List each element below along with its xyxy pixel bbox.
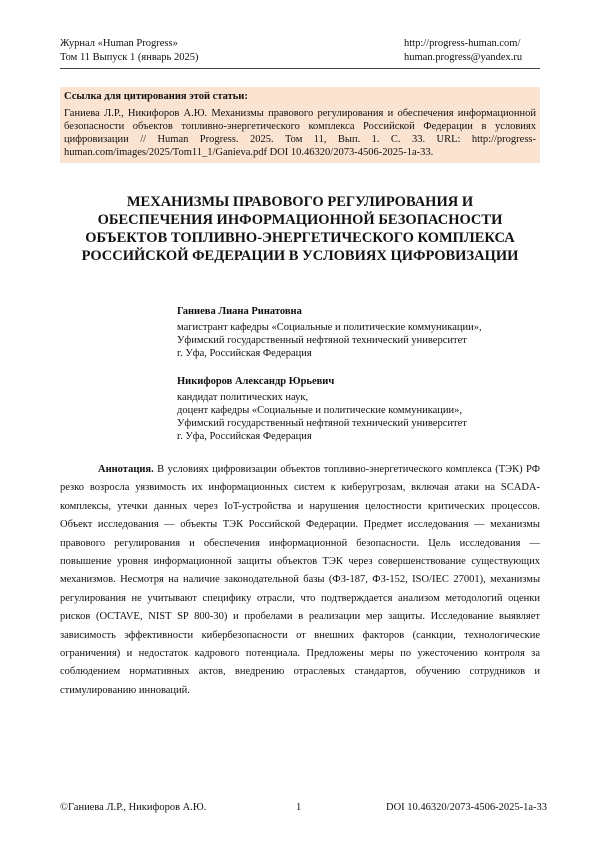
author-affiliation-line: кандидат политических наук,	[177, 392, 309, 403]
citation-text: Ганиева Л.Р., Никифоров А.Ю. Механизмы правового регулирования и обеспечения информационной безопасности объектов топливно-энергетического комплекса Российской Федерации в условиях цифровизации // Human Progress. 2025. Том 11, Вып. 1. С. 33. URL: http://progress-human.com/images/2025/Tom11_1/Ganieva.pdf DOI 10.46320/2073-4506-2025-1a-33.	[64, 108, 536, 158]
author-affiliation-line: г. Уфа, Российская Федерация	[177, 431, 312, 442]
author-affiliation-line: Уфимский государственный нефтяной технический университет	[177, 418, 467, 429]
journal-email[interactable]: human.progress@yandex.ru	[404, 52, 523, 63]
footer-doi: DOI 10.46320/2073-4506-2025-1a-33	[386, 802, 547, 813]
page-number: 1	[296, 802, 302, 813]
header-divider	[60, 68, 540, 69]
journal-name: Журнал «Human Progress»	[60, 38, 178, 49]
abstract-paragraph	[60, 461, 540, 700]
journal-issue: Том 11 Выпуск 1 (январь 2025)	[60, 52, 199, 63]
citation-title: Ссылка для цитирования этой статьи:	[64, 91, 248, 102]
journal-header	[60, 37, 198, 65]
journal-url[interactable]: http://progress-human.com/	[404, 38, 521, 49]
author-block	[177, 305, 557, 360]
journal-contacts	[404, 37, 522, 65]
citation-box	[60, 87, 540, 163]
author-affiliation-line: магистрант кафедры «Социальные и политические коммуникации»,	[177, 322, 482, 333]
footer-copyright: ©Ганиева Л.Р., Никифоров А.Ю.	[60, 802, 207, 813]
author-block	[177, 375, 557, 443]
author-affiliation-line: Уфимский государственный нефтяной технический университет	[177, 335, 467, 346]
abstract-label: Аннотация.	[98, 464, 154, 475]
author-affiliation-line: г. Уфа, Российская Федерация	[177, 348, 312, 359]
author-name: Никифоров Александр Юрьевич	[177, 376, 335, 387]
article-title: МЕХАНИЗМЫ ПРАВОВОГО РЕГУЛИРОВАНИЯ И ОБЕСПЕЧЕНИЯ ИНФОРМАЦИОННОЙ БЕЗОПАСНОСТИ ОБЪЕКТОВ ТОПЛИВНО-ЭНЕРГЕТИЧЕСКОГО КОМПЛЕКСА РОССИЙСКОЙ ФЕДЕРАЦИИ В УСЛОВИЯХ ЦИФРОВИЗАЦИИ	[81, 194, 519, 264]
author-name: Ганиева Лиана Ринатовна	[177, 306, 302, 317]
abstract-text: В условиях цифровизации объектов топливно-энергетического комплекса (ТЭК) РФ резко возросла уязвимость их информационных систем к киберугрозам, включая атаки на SCADA-комплексы, утечки данных через IoT-устройства и нарушения целостности критических процессов. Объект исследования — объекты ТЭК Российской Федерации. Предмет исследования — механизмы правового регулирования и обеспечения информационной безопасности. Цель исследования — повышение уровня информационной защиты объектов ТЭК через совершенствование существующих механизмов. Несмотря на наличие законодательной базы (ФЗ-187, ФЗ-152, ISO/IEC 27001), механизмы регулирования не учитывают специфику отрасли, что подтверждается анализом методологий оценки рисков (OCTAVE, NIST SP 800-30) и пробелами в реализации мер защиты. Исследование выявляет зависимость эффективности кибербезопасности от внешних факторов (санкции, технологические ограничения) и недостаток кадрового потенциала. Предложены меры по ужесточению контроля за соблюдением нормативных актов, внедрению отраслевых стандартов, обучению сотрудников и стимулированию инноваций.	[60, 464, 540, 696]
author-affiliation-line: доцент кафедры «Социальные и политические коммуникации»,	[177, 405, 463, 416]
